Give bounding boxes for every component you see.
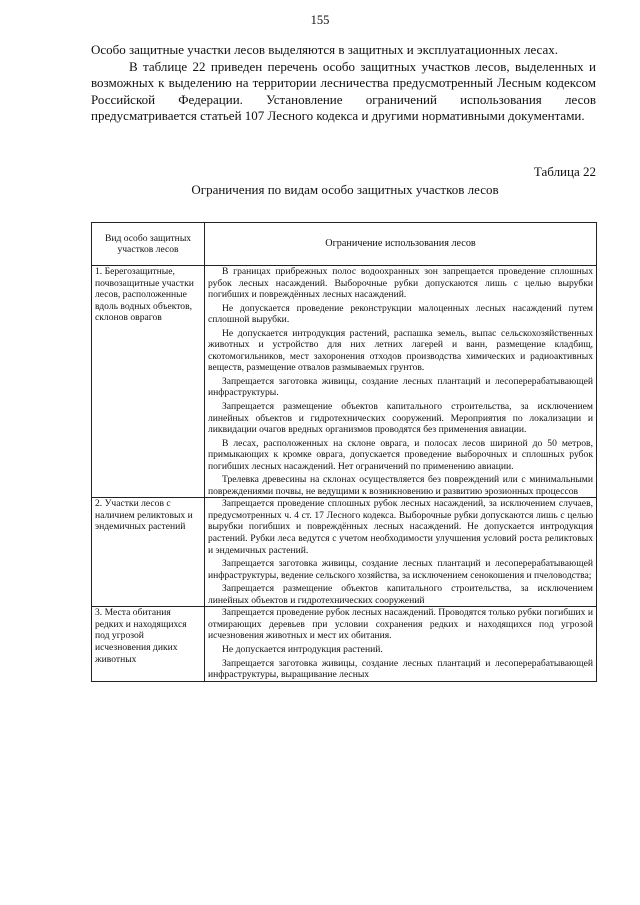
row-type-cell: 3. Места обитания редких и находящихся под угрозой исчезновения диких животных bbox=[92, 607, 205, 681]
table-label: Таблица 22 bbox=[533, 164, 596, 179]
restriction-paragraph: Трелевка древесины на склонах осуществляется без повреждений или с минимальными повреждениями почвы, не ведущими к возникновению и развитию эрозионных процессов bbox=[208, 474, 593, 497]
page-number: 155 bbox=[310, 13, 330, 27]
row-type-cell: 2. Участки лесов с наличием реликтовых и эндемичных растений bbox=[92, 498, 205, 607]
restriction-paragraph: Запрещается размещение объектов капитального строительства, за исключением линейных объектов и гидротехнических сооружений bbox=[208, 583, 593, 606]
header-protected-area-type: Вид особо защитных участков лесов bbox=[92, 223, 205, 266]
restrictions-table bbox=[91, 222, 597, 682]
row-type-cell: 1. Берегозащитные, почвозащитные участки лесов, расположенные вдоль водных объектов, склонов оврагов bbox=[92, 266, 205, 498]
restriction-paragraph: Не допускается интродукция растений. bbox=[222, 643, 383, 655]
row-restriction-cell bbox=[205, 498, 597, 607]
restriction-paragraph: В лесах, расположенных на склоне оврага, и полосах лесов шириной до 50 метров, примыкающих к кромке оврага, допускается проведение выборочных и сплошных рубок погибших лесных насаждений. Нет ограничений по применению авиации. bbox=[208, 437, 593, 472]
header-usage-restriction: Ограничение использования лесов bbox=[205, 223, 597, 266]
restriction-paragraph: Запрещается размещение объектов капитального строительства, за исключением линейных объектов и гидротехнических сооружений. Мероприятия по локализации и ликвидации очагов вредных организмов проводятся без применения авиации. bbox=[208, 401, 593, 436]
restriction-paragraph: Запрещается проведение рубок лесных насаждений. Проводятся только рубки погибших и отмирающих деревьев при условии сохранения редких и находящихся под угрозой исчезновения животных и мест их обитания. bbox=[208, 607, 593, 642]
intro-text bbox=[91, 42, 596, 125]
restriction-paragraph: Запрещается заготовка живицы, создание лесных плантаций и лесоперерабатывающей инфраструктуры. bbox=[208, 375, 593, 399]
restriction-paragraph: В границах прибрежных полос водоохранных зон запрещается проведение сплошных рубок лесных насаждений. Выборочные рубки допускаются лишь с целью вырубки погибших и повреждённых лесных насаждений. bbox=[208, 266, 593, 301]
table-header-row bbox=[92, 223, 597, 266]
intro-paragraph-1: Особо защитные участки лесов выделяются в защитных и эксплуатационных лесах. bbox=[91, 42, 559, 57]
restriction-paragraph: Запрещается заготовка живицы, создание лесных плантаций и лесоперерабатывающей инфраструктуры, ведение сельского хозяйства, за исключением сенокошения и пчеловодства; bbox=[208, 558, 593, 581]
restriction-paragraph: Не допускается проведение реконструкции малоценных лесных насаждений путем сплошной вырубки. bbox=[208, 302, 593, 326]
row-restriction-cell bbox=[205, 266, 597, 498]
restriction-paragraph: Запрещается заготовка живицы, создание лесных плантаций и лесоперерабатывающей инфраструктуры, выращивание лесных bbox=[208, 657, 593, 681]
table-row bbox=[92, 607, 597, 681]
table-row bbox=[92, 266, 597, 498]
restriction-paragraph: Запрещается проведение сплошных рубок лесных насаждений, за исключением случаев, предусмотренных ч. 4 ст. 17 Лесного кодекса. Выборочные рубки допускаются лишь с целью вырубки погибших и повреждённых лесных насаждений. Не допускается интродукция растений. Рубки леса ведутся с учетом необходимости улучшения условий роста реликтовых и эндемичных растений. bbox=[208, 498, 593, 556]
row-restriction-cell bbox=[205, 607, 597, 681]
table-title: Ограничения по видам особо защитных участков лесов bbox=[191, 182, 499, 197]
restriction-paragraph: Не допускается интродукция растений, распашка земель, выпас сельскохозяйственных животных и устройство для них летних лагерей и ванн, размещение кладбищ, скотомогильников, мест захоронения отходов производства химических и радиоактивных веществ, размещение отвалов размываемых грунтов. bbox=[208, 327, 593, 374]
intro-paragraph-2: В таблице 22 приведен перечень особо защитных участков лесов, выделенных и возможных к выделению на территории лесничества предусмотренный Лесным кодексом Российской Федерации. Установление ограничений использования лесов предусматривается статьей 107 Лесного кодекса и другими нормативными документами. bbox=[91, 58, 596, 124]
table-row bbox=[92, 498, 597, 607]
